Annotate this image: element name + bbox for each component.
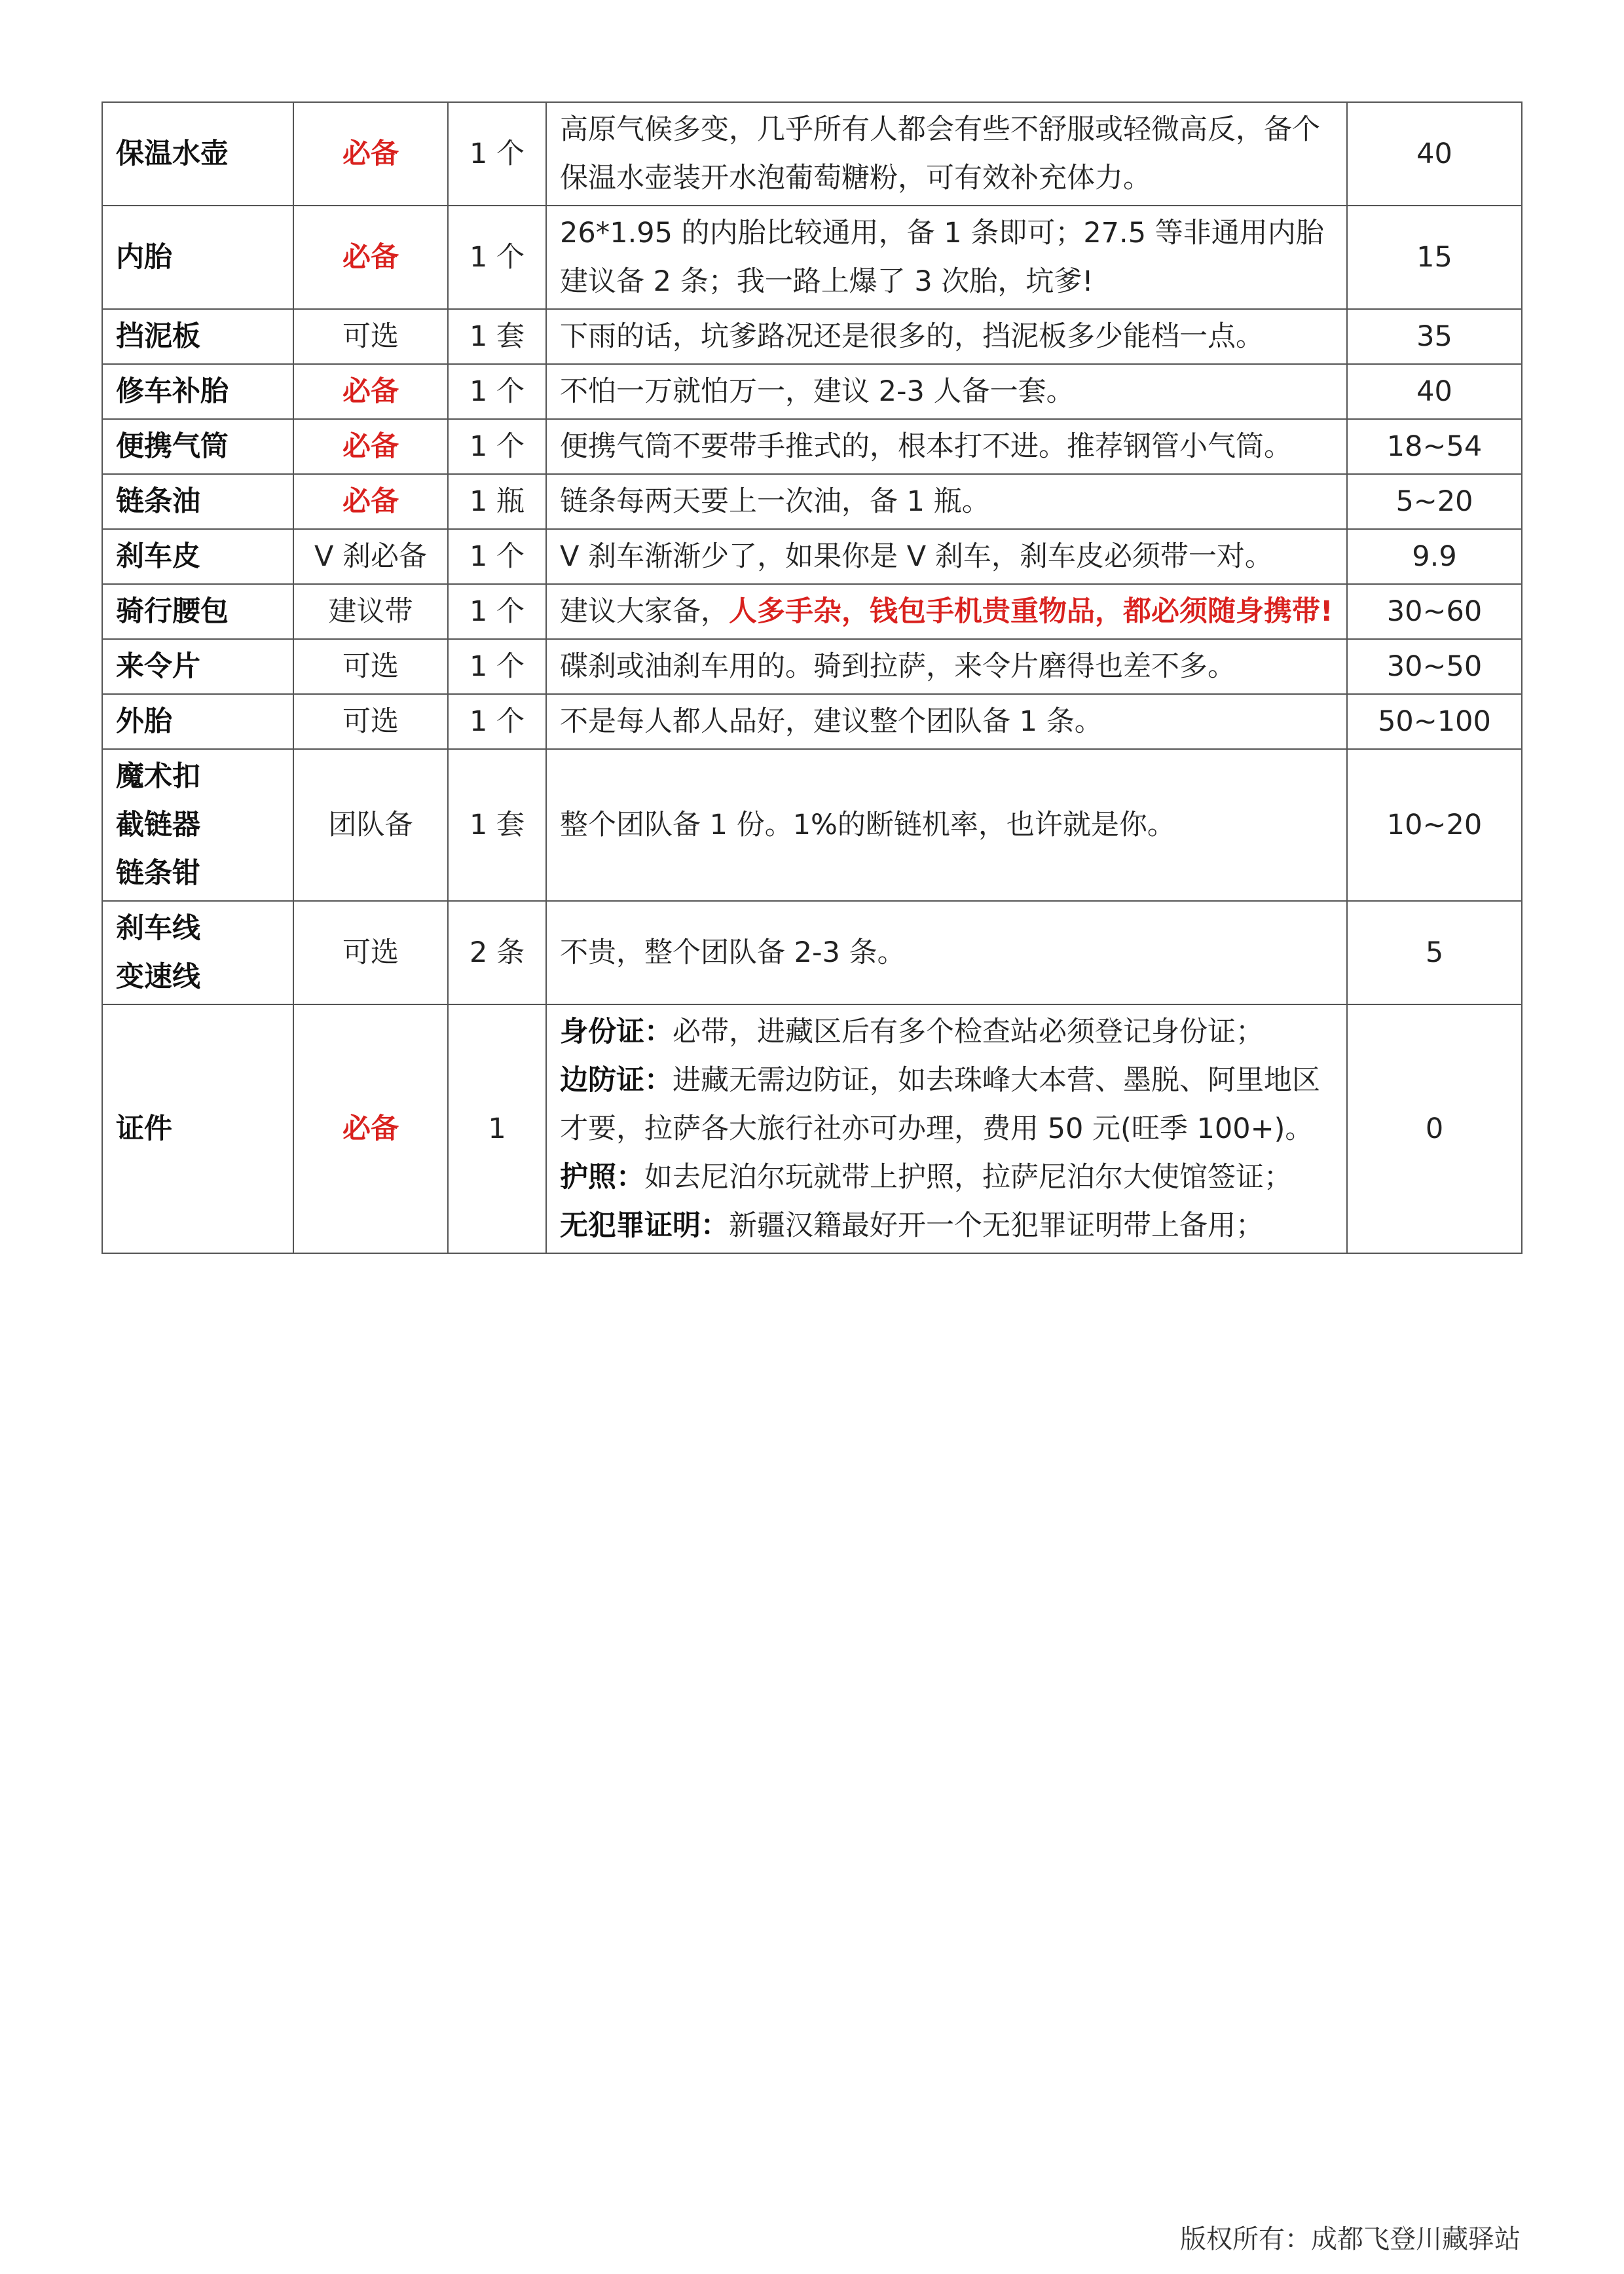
table-row	[102, 694, 1522, 749]
quantity-cell: 1 个	[448, 206, 546, 309]
description-text: 不贵，整个团队备 2-3 条。	[560, 936, 906, 969]
document-line	[560, 1008, 1333, 1056]
item-name: 魔术扣	[116, 760, 200, 793]
table-row	[102, 584, 1522, 639]
item-name-cell	[102, 529, 293, 584]
price-cell: 30~60	[1347, 584, 1522, 639]
quantity-cell: 1 瓶	[448, 474, 546, 529]
quantity-cell: 1 套	[448, 309, 546, 364]
table-row	[102, 1004, 1522, 1253]
table-row	[102, 419, 1522, 474]
item-name-cell	[102, 309, 293, 364]
description-cell	[546, 584, 1347, 639]
description-cell	[546, 206, 1347, 309]
item-name: 内胎	[116, 241, 172, 274]
item-name-cell	[102, 694, 293, 749]
item-name-cell	[102, 206, 293, 309]
price-cell: 40	[1347, 102, 1522, 206]
quantity-cell: 1 个	[448, 694, 546, 749]
requirement-cell: 必备	[293, 474, 448, 529]
description-cell	[546, 474, 1347, 529]
description-text: 便携气筒不要带手推式的，根本打不进。推荐钢管小气筒。	[560, 430, 1292, 463]
price-cell: 15	[1347, 206, 1522, 309]
document-line	[560, 1056, 1333, 1105]
description-cell	[546, 309, 1347, 364]
quantity-cell: 1	[448, 1004, 546, 1253]
item-name: 截链器	[116, 809, 200, 841]
warning-text: 人多手杂，钱包手机贵重物品，都必须随身携带!	[729, 595, 1333, 628]
price-cell: 0	[1347, 1004, 1522, 1253]
table-row	[102, 474, 1522, 529]
quantity-cell: 1 个	[448, 639, 546, 694]
price-cell: 18~54	[1347, 419, 1522, 474]
document-text: 如去尼泊尔玩就带上护照，拉萨尼泊尔大使馆签证；	[644, 1161, 1292, 1194]
item-name-cell	[102, 419, 293, 474]
price-cell: 9.9	[1347, 529, 1522, 584]
item-name: 便携气筒	[116, 430, 229, 463]
table-row	[102, 749, 1522, 901]
document-text: 进藏无需边防证，如去珠峰大本营、墨脱、阿里地区	[673, 1064, 1320, 1097]
description-cell	[546, 102, 1347, 206]
table-row	[102, 309, 1522, 364]
requirement-cell: 建议带	[293, 584, 448, 639]
document-label: 边防证：	[560, 1064, 673, 1097]
item-name: 证件	[116, 1112, 172, 1145]
price-cell: 40	[1347, 364, 1522, 419]
description-cell	[546, 1004, 1347, 1253]
description-text: 高原气候多变，几乎所有人都会有些不舒服或轻微高反，备个保温水壶装开水泡葡萄糖粉，可有效补充体力。	[560, 113, 1320, 194]
document-text: 新疆汉籍最好开一个无犯罪证明带上备用；	[729, 1209, 1264, 1242]
item-name-cell	[102, 901, 293, 1004]
description-text: 26*1.95 的内胎比较通用，备 1 条即可；27.5 等非通用内胎建议备 2 条；我一路上爆了 3 次胎，坑爹!	[560, 217, 1324, 298]
item-name: 链条钳	[116, 857, 200, 890]
table-row	[102, 901, 1522, 1004]
document-line	[560, 1105, 1333, 1153]
quantity-cell: 1 个	[448, 364, 546, 419]
quantity-cell: 1 个	[448, 102, 546, 206]
copyright-footer: 版权所有：成都飞登川藏驿站	[1180, 2224, 1521, 2254]
description-cell	[546, 639, 1347, 694]
item-name-cell	[102, 364, 293, 419]
quantity-cell: 1 个	[448, 529, 546, 584]
item-name-cell	[102, 1004, 293, 1253]
item-name: 变速线	[116, 961, 200, 993]
document-line	[560, 1201, 1333, 1250]
requirement-cell: 可选	[293, 639, 448, 694]
description-text: 链条每两天要上一次油，备 1 瓶。	[560, 485, 990, 518]
description-cell	[546, 419, 1347, 474]
item-name: 骑行腰包	[116, 595, 229, 628]
item-name: 保温水壶	[116, 138, 229, 170]
price-cell: 10~20	[1347, 749, 1522, 901]
table-row	[102, 206, 1522, 309]
document-label: 无犯罪证明：	[560, 1209, 729, 1242]
gear-checklist-table	[101, 101, 1522, 1254]
description-cell	[546, 529, 1347, 584]
price-cell: 5~20	[1347, 474, 1522, 529]
quantity-cell: 2 条	[448, 901, 546, 1004]
item-name-cell	[102, 749, 293, 901]
requirement-cell: 必备	[293, 419, 448, 474]
table-body	[102, 102, 1522, 1253]
document-line	[560, 1153, 1333, 1201]
requirement-cell: 必备	[293, 102, 448, 206]
price-cell: 30~50	[1347, 639, 1522, 694]
quantity-cell: 1 套	[448, 749, 546, 901]
item-name-cell	[102, 474, 293, 529]
description-text: 不怕一万就怕万一，建议 2-3 人备一套。	[560, 375, 1075, 408]
price-cell: 50~100	[1347, 694, 1522, 749]
item-name: 来令片	[116, 650, 200, 683]
description-text: 碟刹或油刹车用的。骑到拉萨，来令片磨得也差不多。	[560, 650, 1236, 683]
quantity-cell: 1 个	[448, 584, 546, 639]
requirement-cell: 可选	[293, 694, 448, 749]
document-label: 护照：	[560, 1161, 644, 1194]
requirement-cell: V 刹必备	[293, 529, 448, 584]
requirement-cell: 可选	[293, 309, 448, 364]
description-cell	[546, 694, 1347, 749]
table-row	[102, 529, 1522, 584]
item-name-cell	[102, 639, 293, 694]
description-cell	[546, 364, 1347, 419]
description-text: 下雨的话，坑爹路况还是很多的，挡泥板多少能档一点。	[560, 320, 1264, 353]
quantity-cell: 1 个	[448, 419, 546, 474]
description-text: 不是每人都人品好，建议整个团队备 1 条。	[560, 705, 1103, 738]
description-cell	[546, 901, 1347, 1004]
item-name: 刹车线	[116, 912, 200, 945]
item-name: 刹车皮	[116, 540, 200, 573]
description-text: V 刹车渐渐少了，如果你是 V 刹车，刹车皮必须带一对。	[560, 540, 1273, 573]
item-name: 挡泥板	[116, 320, 200, 353]
document-text: 才要，拉萨各大旅行社亦可办理，费用 50 元(旺季 100+)。	[560, 1112, 1314, 1145]
item-name: 链条油	[116, 485, 200, 518]
price-cell: 5	[1347, 901, 1522, 1004]
item-name-cell	[102, 102, 293, 206]
document-label: 身份证：	[560, 1016, 673, 1048]
document-text: 必带，进藏区后有多个检查站必须登记身份证；	[673, 1016, 1264, 1048]
description-text: 整个团队备 1 份。1%的断链机率，也许就是你。	[560, 809, 1175, 841]
item-name-cell	[102, 584, 293, 639]
requirement-cell: 团队备	[293, 749, 448, 901]
table-row	[102, 639, 1522, 694]
item-name: 外胎	[116, 705, 172, 738]
requirement-cell: 可选	[293, 901, 448, 1004]
requirement-cell: 必备	[293, 364, 448, 419]
price-cell: 35	[1347, 309, 1522, 364]
requirement-cell: 必备	[293, 1004, 448, 1253]
description-cell	[546, 749, 1347, 901]
table-row	[102, 364, 1522, 419]
requirement-cell: 必备	[293, 206, 448, 309]
item-name: 修车补胎	[116, 375, 229, 408]
description-text: 建议大家备，	[560, 595, 729, 628]
table-row	[102, 102, 1522, 206]
